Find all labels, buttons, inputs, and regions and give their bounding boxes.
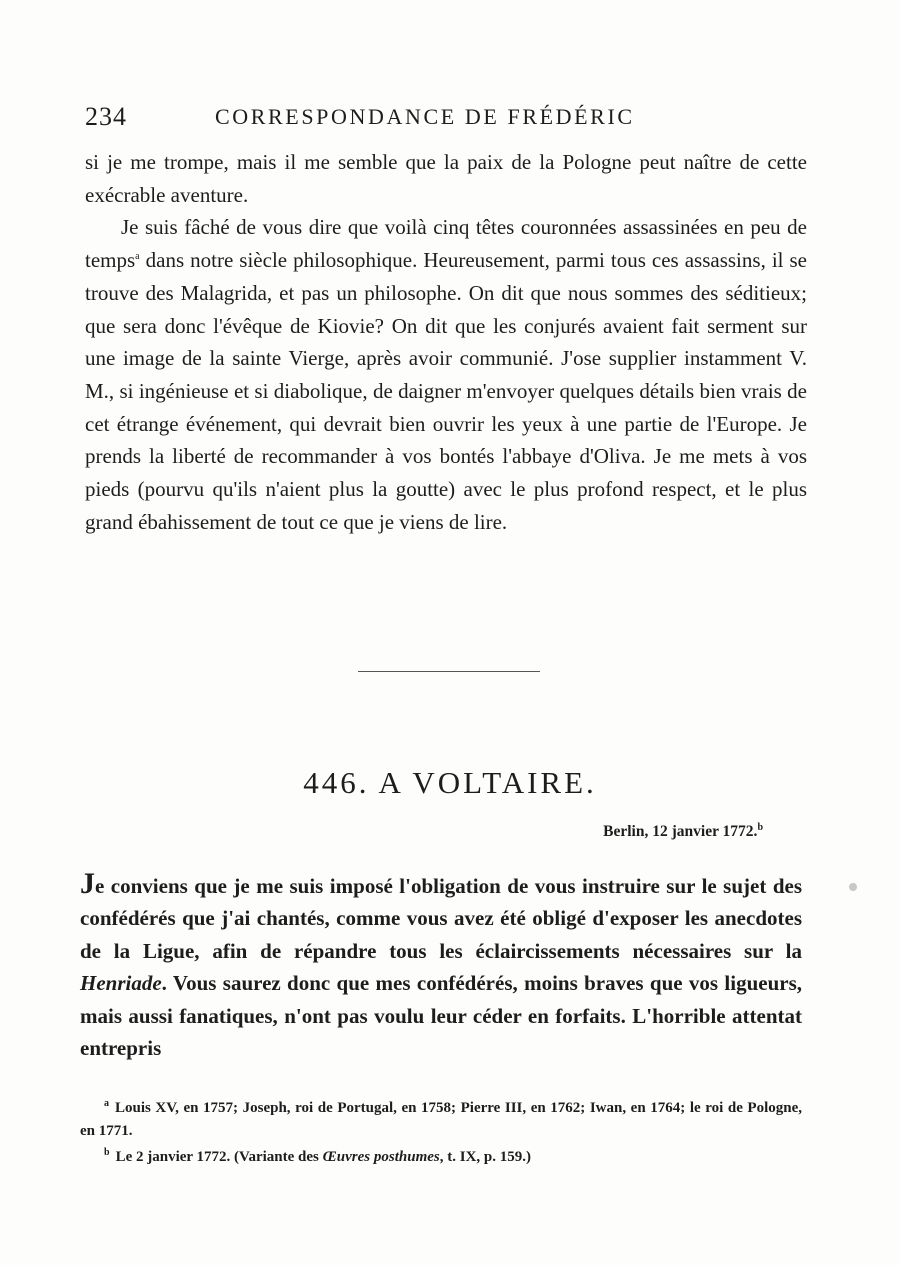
paragraph-text: Je suis fâché de vous dire que voilà cinq têtes couronnées assassinées en peu de temps [85, 215, 807, 273]
dateline-text: Berlin, 12 janvier 1772. [603, 823, 758, 840]
footnote-text: , t. IX, p. 159.) [439, 1149, 531, 1165]
running-head [85, 100, 805, 136]
letter-continuation [85, 146, 807, 538]
footnote-mark: b [104, 1147, 110, 1158]
dateline [85, 823, 763, 841]
letter-text: e conviens que je me suis imposé l'obligation de vous instruire sur le sujet des confédérés que j'ai chantés, comme vous avez été obligé d'exposer les anecdotes de la Ligue, afin de répandre tous les éclaircissements nécessaires sur la [80, 874, 802, 963]
italic-title: Œuvres posthumes [322, 1149, 440, 1165]
paper-speck [849, 883, 857, 891]
running-title: CORRESPONDANCE DE FRÉDÉRIC [215, 104, 635, 129]
paragraph-text: si je me trompe, mais il me semble que la paix de la Pologne peut naître de cette exécrable aventure. [85, 150, 807, 207]
letter-text: . Vous saurez donc que mes confédérés, moins braves que vos ligueurs, mais aussi fanatiques, n'ont pas voulu leur céder en forfaits. L'horrible attentat entrepris [80, 971, 802, 1061]
paragraph [85, 146, 807, 211]
paragraph-text: dans notre siècle philosophique. Heureusement, parmi tous ces assassins, il se trouve des Malagrida, et pas un philosophe. On dit que nous sommes des séditieux; que sera donc l'évêque de Kiovie? On dit que les conjurés avaient fait serment sur une image de la sainte Vierge, après avoir communié. J'ose supplier instamment V. M., si ingénieuse et si diabolique, de daigner m'envoyer quelques détails bien vrais de cet étrange événement, qui devrait bien ouvrir les yeux à une partie de l'Europe. Je prends la liberté de recommander à vos bontés l'abbaye d'Oliva. Je me mets à vos pieds (pourvu qu'ils n'aient plus la goutte) avec le plus profond respect, et le plus grand ébahissement de tout ce que je viens de lire. [85, 248, 807, 534]
footnote-text: Louis XV, en 1757; Joseph, roi de Portugal, en 1758; Pierre III, en 1762; Iwan, en 1764; le roi de Pologne, en 1771. [80, 1100, 802, 1139]
italic-title: Henriade [80, 971, 162, 996]
letter-heading: 446. A VOLTAIRE. [303, 765, 597, 800]
footnote-a [80, 1093, 802, 1142]
page-number: 234 [85, 102, 127, 131]
footnote-reference: a [135, 251, 140, 263]
footnote-text: Le 2 janvier 1772. (Variante des [115, 1149, 323, 1165]
footnote-reference: b [757, 821, 763, 833]
footnotes [80, 1093, 802, 1169]
footnote-mark: a [104, 1098, 109, 1109]
paragraph [85, 211, 807, 538]
initial-letter: J [80, 867, 95, 900]
footnote-b [80, 1142, 802, 1169]
letter-body [80, 868, 802, 1064]
section-divider [358, 671, 540, 672]
